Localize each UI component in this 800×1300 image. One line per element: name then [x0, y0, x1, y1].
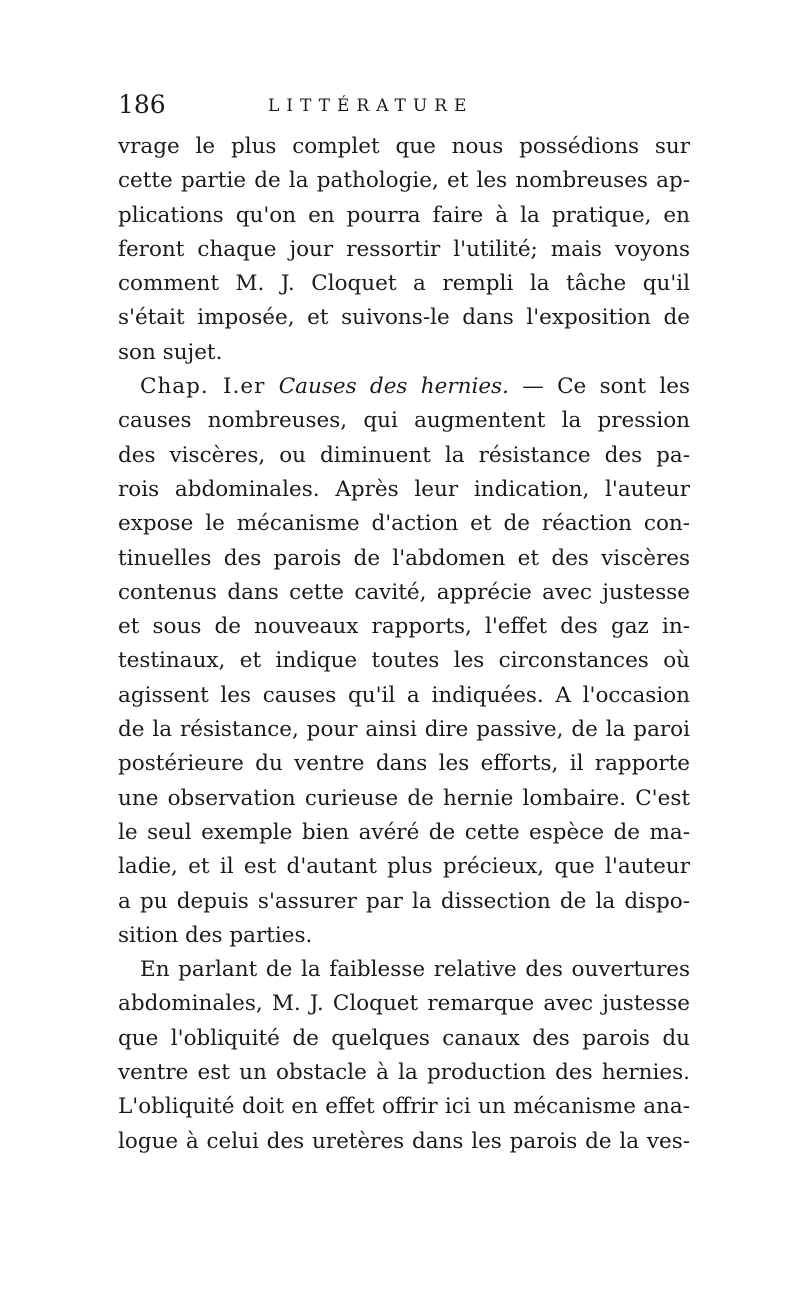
- chapter-title: Causes des hernies.: [278, 374, 509, 400]
- text-line: que l'obliquité de quelques canaux des parois du: [118, 1025, 690, 1051]
- text-line: cette partie de la pathologie, et les nombreuses ap-: [118, 168, 690, 194]
- text-line: ladie, et il est d'autant plus précieux, que l'auteur: [118, 854, 690, 880]
- text-line: comment M. J. Cloquet a rempli la tâche qu'il: [118, 271, 690, 297]
- text-line: logue à celui des uretères dans les parois de la ves-: [118, 1128, 690, 1154]
- text-line: sition des parties.: [118, 922, 313, 948]
- chapter-label: Chap. I.er: [140, 374, 266, 400]
- text-line: le seul exemple bien avéré de cette espèce de ma-: [118, 819, 690, 845]
- chapter-line-rest: — Ce sont les: [522, 374, 690, 400]
- text-line: plications qu'on en pourra faire à la pratique, en: [118, 202, 690, 228]
- chapter-heading-line: [118, 370, 690, 404]
- page-number: 186: [118, 90, 166, 119]
- text-line: et sous de nouveaux rapports, l'effet des gaz in-: [118, 614, 690, 640]
- text-line: En parlant de la faiblesse relative des ouvertures: [140, 957, 690, 983]
- text-line: ventre est un obstacle à la production des hernies.: [118, 1060, 690, 1086]
- text-line: causes nombreuses, qui augmentent la pression: [118, 408, 690, 434]
- running-title: LITTÉRATURE: [268, 96, 474, 116]
- text-line: expose le mécanisme d'action et de réaction con-: [118, 511, 690, 537]
- body-text: [118, 130, 690, 1159]
- text-line: rois abdominales. Après leur indication, l'auteur: [118, 476, 690, 502]
- text-line: des viscères, ou diminuent la résistance des pa-: [118, 442, 690, 468]
- text-line: L'obliquité doit en effet offrir ici un mécanisme ana-: [118, 1094, 690, 1120]
- text-line: contenus dans cette cavité, apprécie avec justesse: [118, 579, 690, 605]
- text-line: vrage le plus complet que nous possédions sur: [118, 134, 690, 159]
- text-line: feront chaque jour ressortir l'utilité; mais voyons: [118, 236, 690, 262]
- text-line: a pu depuis s'assurer par la dissection de la dispo-: [118, 888, 690, 914]
- text-line: une observation curieuse de hernie lombaire. C'est: [118, 785, 690, 811]
- text-line: de la résistance, pour ainsi dire passive, de la paroi: [118, 717, 690, 743]
- text-line: abdominales, M. J. Cloquet remarque avec justesse: [118, 991, 690, 1017]
- text-line: postérieure du ventre dans les efforts, il rapporte: [118, 751, 690, 777]
- text-line: agissent les causes qu'il a indiquées. A l'occasion: [118, 682, 690, 708]
- text-line: s'était imposée, et suivons-le dans l'exposition de: [118, 305, 690, 331]
- text-line: testinaux, et indique toutes les circonstances où: [118, 648, 690, 674]
- page-header: [118, 90, 682, 126]
- text-line: tinuelles des parois de l'abdomen et des viscères: [118, 545, 690, 571]
- text-line: son sujet.: [118, 339, 223, 365]
